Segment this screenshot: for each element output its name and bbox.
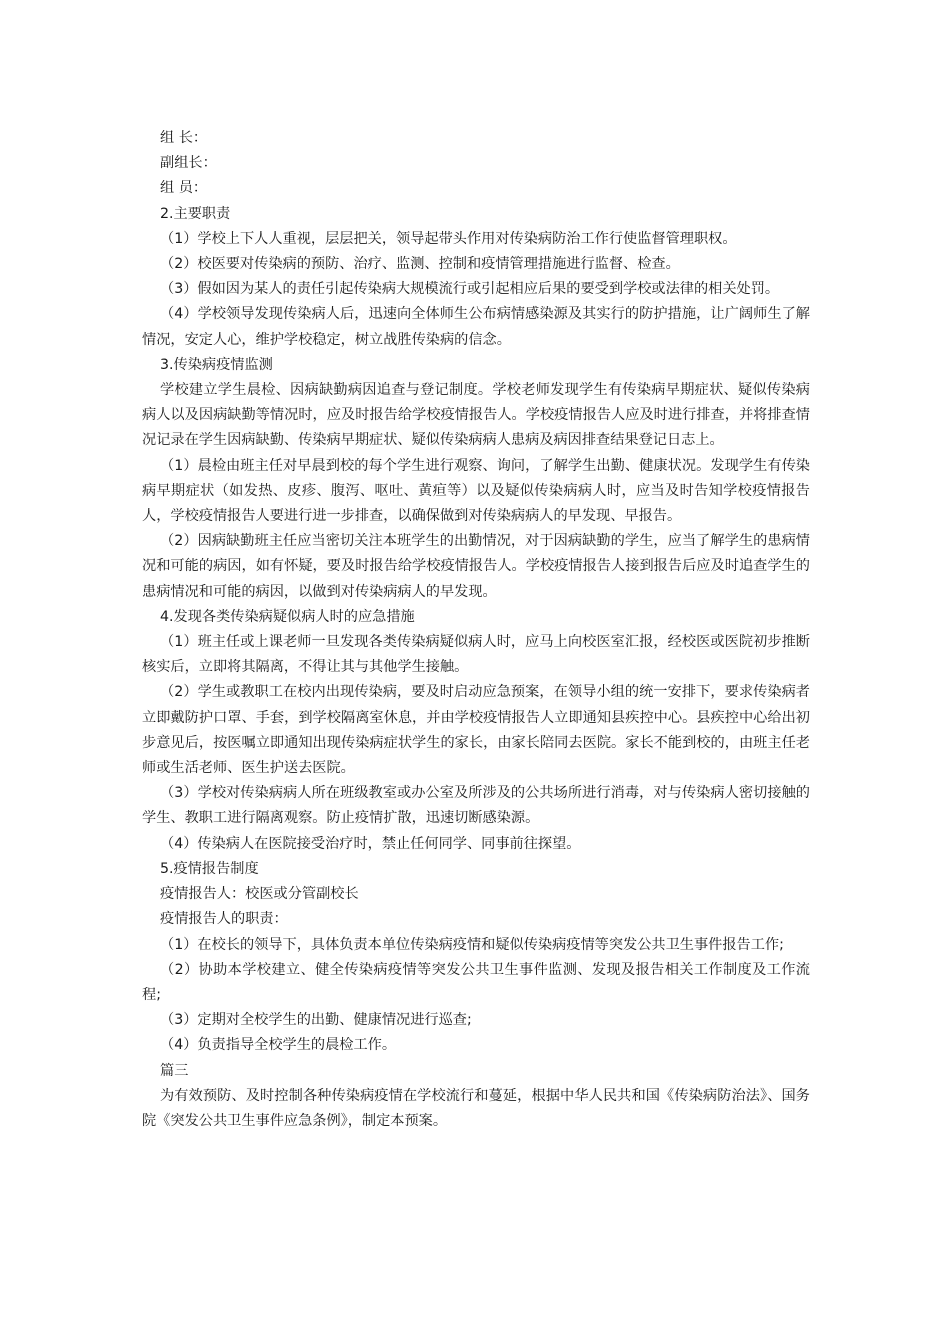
paragraph: （1）班主任或上课老师一旦发现各类传染病疑似病人时，应马上向校医室汇报，经校医或医院初步推断核实后，立即将其隔离，不得让其与其他学生接触。 [142,634,810,676]
section-heading-duties: 2.主要职责 [160,205,231,222]
paragraph: 为有效预防、及时控制各种传染病疫情在学校流行和蔓延，根据中华人民共和国《传染病防治法》、国务院《突发公共卫生事件应急条例》，制定本预案。 [142,1087,810,1129]
paragraph: （1）在校长的领导下，具体负责本单位传染病疫情和疑似传染病疫情等突发公共卫生事件报告工作; [160,936,784,953]
paragraph: 学校建立学生晨检、因病缺勤病因追查与登记制度。学校老师发现学生有传染病早期症状、疑似传染病病人以及因病缺勤等情况时，应及时报告给学校疫情报告人。学校疫情报告人应及时进行排查，并将排查情况记录在学生因病缺勤、传染病早期症状、疑似传染病病人患病及病因排查结果登记日志上。 [142,382,810,449]
deputy-leader-line: 副组长： [160,155,217,172]
paragraph: （4）负责指导全校学生的晨检工作。 [160,1037,397,1054]
paragraph: （1）晨检由班主任对早晨到校的每个学生进行观察、询问，了解学生出勤、健康状况。发现学生有传染病早期症状（如发热、皮疹、腹泻、呕吐、黄疸等）以及疑似传染病病人时，应当及时告知学校疫情报告人，学校疫情报告人要进行进一步排查，以确保做到对传染病病人的早发现、早报告。 [142,457,810,525]
paragraph: （4）学校领导发现传染病人后，迅速向全体师生公布病情感染源及其实行的防护措施，让广阔师生了解情况，安定人心，维护学校稳定，树立战胜传染病的信念。 [142,306,810,348]
paragraph: （1）学校上下人人重视，层层把关，领导起带头作用对传染病防治工作行使监督管理职权。 [160,230,737,247]
paragraph: （2）学生或教职工在校内出现传染病，要及时启动应急预案，在领导小组的统一安排下，要求传染病者立即戴防护口罩、手套，到学校隔离室休息，并由学校疫情报告人立即通知县疾控中心。县疾控中心给出初步意见后，按医嘱立即通知出现传染病症状学生的家长，由家长陪同去医院。家长不能到校的，由班主任老师或生活老师、医生护送去医院。 [142,684,810,777]
paragraph: （3）学校对传染病病人所在班级教室或办公室及所涉及的公共场所进行消毒，对与传染病人密切接触的学生、教职工进行隔离观察。防止疫情扩散，迅速切断感染源。 [142,785,810,827]
paragraph: （3）定期对全校学生的出勤、健康情况进行巡查; [160,1012,472,1029]
paragraph: 疫情报告人：校医或分管副校长 [160,886,359,903]
section-heading-part-three: 篇三 [160,1062,189,1079]
section-heading-monitoring: 3.传染病疫情监测 [160,356,273,373]
paragraph: （2）校医要对传染病的预防、治疗、监测、控制和疫情管理措施进行监督、检查。 [160,256,680,273]
paragraph: （3）假如因为某人的责任引起传染病大规模流行或引起相应后果的要受到学校或法律的相关处罚。 [160,281,780,298]
section-heading-reporting: 5.疫情报告制度 [160,860,259,877]
paragraph: （4）传染病人在医院接受治疗时，禁止任何同学、同事前往探望。 [160,835,581,852]
paragraph: （2）协助本学校建立、健全传染病疫情等突发公共卫生事件监测、发现及报告相关工作制度及工作流程; [142,961,810,1003]
document-body [142,126,810,1134]
leader-line: 组 长： [160,130,208,146]
members-line: 组 员： [160,180,208,197]
paragraph: （2）因病缺勤班主任应当密切关注本班学生的出勤情况，对于因病缺勤的学生，应当了解学生的患病情况和可能的病因，如有怀疑，要及时报告给学校疫情报告人。学校疫情报告人接到报告后应及时追查学生的患病情况和可能的病因，以做到对传染病病人的早发现。 [142,533,810,600]
paragraph: 疫情报告人的职责： [160,911,288,928]
section-heading-emergency: 4.发现各类传染病疑似病人时的应急措施 [160,608,415,625]
